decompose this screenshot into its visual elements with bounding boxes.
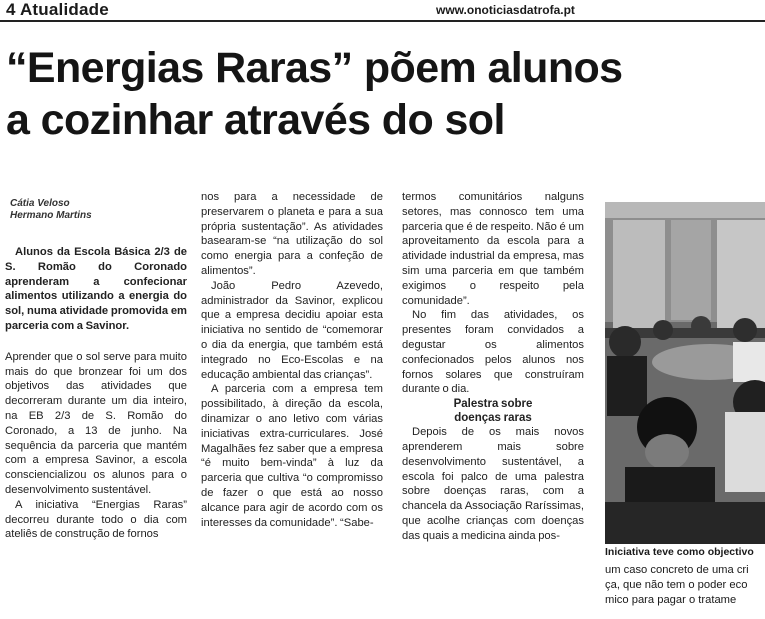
body-line: mico para pagar o tratame [605,594,737,606]
header-rule [0,20,765,22]
body-line: ça, que não tem o poder eco [605,579,748,591]
byline [10,198,92,222]
body-paragraph: nos para a necessidade de preservarem o planeta e para a sua própria sustentação”. As atividades basearam-se “na utilização do sol como energia para a confeção de alimentos”. [201,191,383,277]
body-paragraph: A parceria com a empresa tem possibilitado, à direção da escola, dinamizar o ano letivo com várias iniciativas extra-curriculares. José Magalhães fez saber que a empresa “é muito bem-vinda” à luz da parceria que cultiva “o compromisso de fazer o que está ao nosso alcance para agir de acordo com os interesses da comunidade”. “Sabe- [201,383,383,529]
body-paragraph: Depois de os mais novos aprenderem mais sobre desenvolvimento sustentável, a escola foi palco de uma palestra sobre doenças raras, com a chancela da Associação Raríssimas, que acolhe crianças com doenças das quais a medicina ainda pos- [402,426,584,542]
subheading-line-2: doenças raras [454,412,532,425]
subheading-line-1: Palestra sobre [453,398,533,411]
headline [6,42,765,146]
lead-paragraph: Alunos da Escola Básica 2/3 de S. Romão do Coronado aprenderam a confecionar alimentos utilizando a energia do sol, numa atividade promovida em parceria com a Savinor. [5,246,187,332]
body-paragraph: No fim das atividades, os presentes foram convidados a degustar os alimentos confecionados pelos alunos nos fornos solares que construíram durante o dia. [402,309,584,396]
column-2 [201,190,383,530]
headline-line-2: a cozinhar através do sol [6,96,505,144]
body-paragraph: termos comunitários nalguns setores, mas connosco tem uma parceria que é de respeito. Não é um aproveitamento da escola para a atividade industrial da empresa, mas sim uma parceria em que também exigimos o respeito pela comunidade”. [402,191,584,307]
body-paragraph: Aprender que o sol serve para muito mais do que bronzear foi um dos objetivos das atividades que decorreram durante um dia inteiro, na EB 2/3 de S. Romão do Coronado, a 13 de junho. Na sequência da parceria que mantém com a empresa Savinor, a escola consciencializou os alunos para o desenvolvimento sustentável. [5,350,187,496]
body-paragraph: A iniciativa “Energias Raras” decorreu durante todo o dia com ateliês de construção de fornos [5,498,187,541]
photo-caption: Iniciativa teve como objectivo [605,546,754,558]
site-url: www.onoticiasdatrofa.pt [436,3,575,17]
author-1: Cátia Veloso [10,198,70,209]
column-4 [605,563,765,608]
students-photo-illustration [605,202,765,544]
headline-line-1: “Energias Raras” põem alunos [6,44,623,92]
column-3 [402,190,584,544]
subheading [402,397,584,425]
body-line: um caso concreto de uma cri [605,564,749,576]
column-1 [5,245,187,542]
article-photo [605,202,765,544]
body-paragraph: João Pedro Azevedo, administrador da Savinor, explicou que a empresa decidiu apoiar esta iniciativa no sentido de “comemorar o dia da energia, que também está integrado no Eco-Escolas e na educação ambiental das crianças”. [201,279,383,381]
author-2: Hermano Martins [10,210,92,221]
section-label: 4 Atualidade [6,0,109,19]
